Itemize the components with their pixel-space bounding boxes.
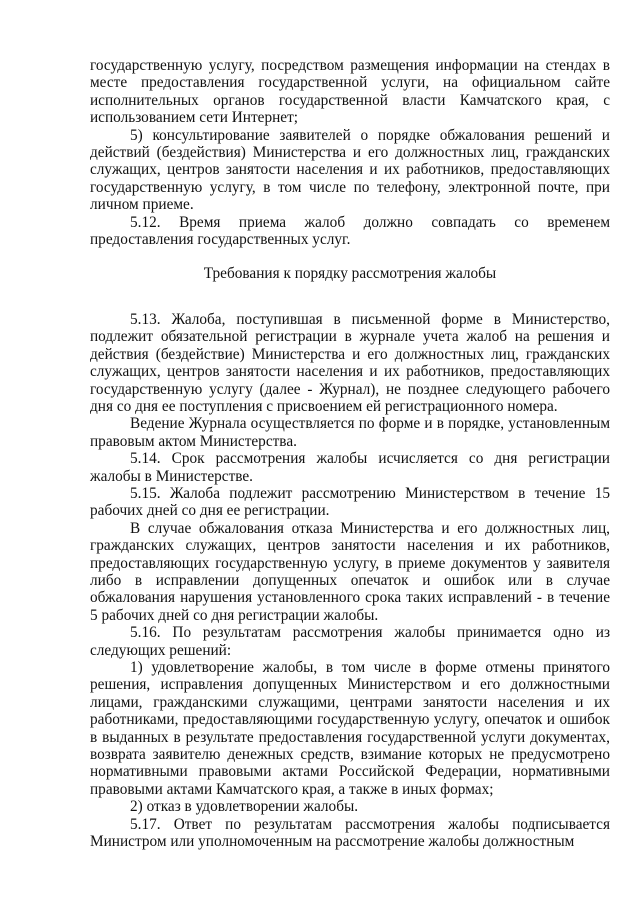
- section-heading: Требования к порядку рассмотрения жалобы: [203, 265, 497, 283]
- paragraph-continuation: государственную услугу, посредством размещения информации на стендах в месте предоставления государственной услуги, на официальном сайте исполнительных органов государственной власти Камчатского края, с использованием сети Интернет;: [90, 57, 610, 127]
- paragraph-refusal-appeal: В случае обжалования отказа Министерства и его должностных лиц, гражданских служащих, центров занятости населения и их работников, предоставляющих государственную услугу, в приеме документов у заявителя либо в исправлении допущенных опечаток и ошибок или в случае обжалования нарушения установленного срока таких исправлений - в течение 5 рабочих дней со дня регистрации жалобы.: [90, 519, 610, 624]
- paragraph-journal: Ведение Журнала осуществляется по форме и в порядке, установленным правовым актом Министерства.: [90, 415, 610, 450]
- spacer: [90, 283, 610, 311]
- paragraph-item-5: 5) консультирование заявителей о порядке обжалования решений и действий (бездействия) Министерства и его должностных лиц, гражданских служащих, центров занятости населения и их работников, предоставляющих государственную услугу, в том числе по телефону, электронной почте, при личном приеме.: [90, 126, 610, 214]
- paragraph-decision-2: 2) отказ в удовлетворении жалобы.: [130, 798, 359, 816]
- paragraph-5-15: 5.15. Жалоба подлежит рассмотрению Министерством в течение 15 рабочих дней со дня ее регистрации.: [90, 484, 610, 520]
- paragraph-decision-1: 1) удовлетворение жалобы, в том числе в форме отмены принятого решения, исправления допущенных Министерством и его должностными лицами, гражданскими служащими, центрами занятости населения и их работниками, предоставляющими государственную услугу, опечаток и ошибок в выданных в результате предоставления государственной услуги документах, возврата заявителю денежных средств, взимание которых не предусмотрено нормативными правовыми актами Российской Федерации, нормативными правовыми актами Камчатского края, а также в иных формах;: [90, 659, 610, 798]
- paragraph-5-12: 5.12. Время приема жалоб должно совпадать со временем предоставления государственных услуг.: [90, 213, 610, 249]
- paragraph-5-16: 5.16. По результатам рассмотрения жалобы принимается одно из следующих решений:: [90, 624, 610, 659]
- spacer: [90, 248, 610, 265]
- paragraph-5-17: 5.17. Ответ по результатам рассмотрения жалобы подписывается Министром или уполномоченным на рассмотрение жалобы должностным: [90, 815, 610, 851]
- paragraph-5-14: 5.14. Срок рассмотрения жалобы исчисляется со дня регистрации жалобы в Министерстве.: [90, 450, 610, 485]
- document-page: [90, 57, 610, 850]
- paragraph-5-13: 5.13. Жалоба, поступившая в письменной форме в Министерство, подлежит обязательной регистрации в журнале учета жалоб на решения и действия (бездействие) Министерства и его должностных лиц, гражданских служащих, центров занятости населения и их работников, предоставляющих государственную услугу (далее - Журнал), не позднее следующего рабочего дня со дня ее поступления с присвоением ей регистрационного номера.: [90, 310, 610, 415]
